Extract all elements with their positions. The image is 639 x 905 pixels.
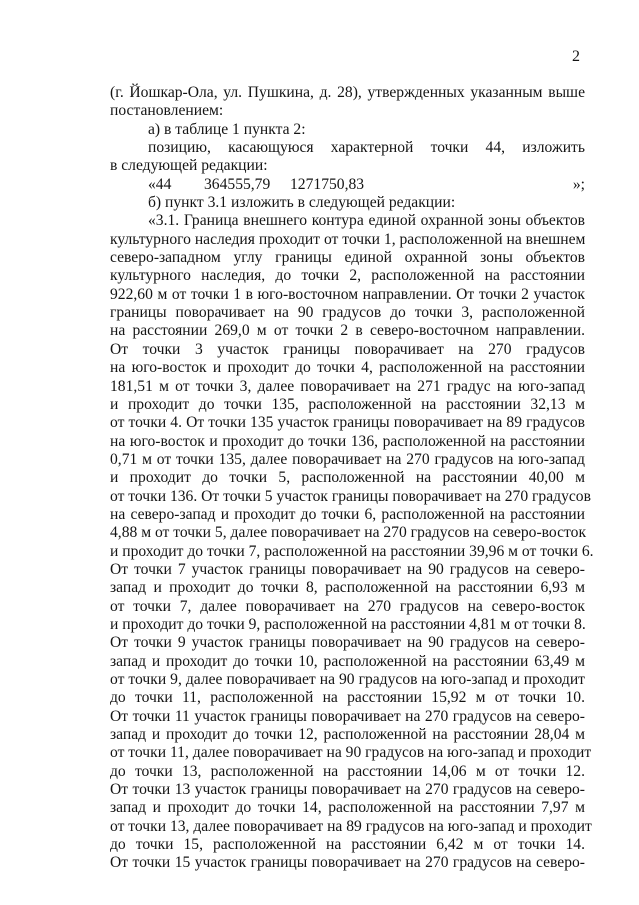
- clause-line: до точки 15, расположенной на расстоянии 6,42 м от точки 14.: [110, 836, 585, 854]
- page-number: 2: [572, 48, 580, 65]
- coord-point: «44: [148, 175, 172, 193]
- clause-line: От точки 3 участок границы поворачивает на 270 градусов: [110, 340, 585, 358]
- clause-line: От точки 9 участок границы поворачивает на 90 градусов на северо-: [110, 634, 585, 652]
- clause-line: От точки 7 участок границы поворачивает на 90 градусов на северо-: [110, 560, 585, 578]
- clause-line: границы поворачивает на 90 градусов до точки 3, расположенной: [110, 304, 585, 322]
- clause-line: и проходит до точки 5, расположенной на расстоянии 40,00 м: [110, 469, 585, 487]
- clause-line: северо-западном углу границы единой охранной зоны объектов: [110, 249, 585, 267]
- clause-line: запад и проходит до точки 14, расположенной на расстоянии 7,97 м: [110, 799, 585, 817]
- clause-line: культурного наследия, до точки 2, расположенной на расстоянии: [110, 267, 585, 285]
- clause-line: и проходит до точки 7, расположенной на расстоянии 39,96 м от точки 6.: [110, 542, 594, 560]
- clause-line: на юго-восток и проходит до точки 136, расположенной на расстоянии: [110, 432, 585, 450]
- clause-line: От точки 11 участок границы поворачивает на 270 градусов на северо-: [110, 707, 585, 725]
- clause-line: 4,88 м от точки 5, далее поворачивает на 270 градусов на северо-восток: [110, 524, 587, 542]
- clause-line: от точки 11, далее поворачивает на 90 градусов на юго-запад и проходит: [110, 744, 592, 762]
- clause-line: 922,60 м от точки 1 в юго-восточном направлении. От точки 2 участок: [110, 285, 585, 303]
- clause-line: от точки 9, далее поворачивает на 90 градусов на юго-запад и проходит: [110, 671, 585, 688]
- coord-end: »;: [572, 175, 585, 193]
- clause-line: на юго-восток и проходит до точки 4, расположенной на расстоянии: [110, 359, 585, 377]
- clause-line: от точки 136. От точки 5 участок границы поворачивает на 270 градусов: [110, 487, 591, 505]
- clause-3-1: [110, 212, 594, 872]
- clause-line: запад и проходит до точки 10, расположенной на расстоянии 63,49 м: [110, 652, 585, 670]
- clause-line: до точки 13, расположенной на расстоянии 14,06 м от точки 12.: [110, 762, 585, 780]
- clause-line: и проходит до точки 135, расположенной на расстоянии 32,13 м: [110, 395, 585, 413]
- clause-line: культурного наследия проходит от точки 1, расположенной на внешнем: [110, 230, 586, 248]
- clause-line: до точки 11, расположенной на расстоянии 15,92 м от точки 10.: [110, 689, 585, 707]
- clause-line: на расстоянии 269,0 м от точки 2 в северо-восточном направлении.: [110, 322, 585, 340]
- clause-line: запад и проходит до точки 8, расположенной на расстоянии 6,93 м: [110, 579, 585, 597]
- clause-line: от точки 4. От точки 135 участок границы поворачивает на 89 градусов: [110, 414, 585, 432]
- clause-line: от точки 7, далее поворачивает на 270 градусов на северо-восток: [110, 597, 585, 615]
- clause-line: запад и проходит до точки 12, расположенной на расстоянии 28,04 м: [110, 726, 585, 744]
- text-line: (г. Йошкар-Ола, ул. Пушкина, д. 28), утвержденных указанным выше: [110, 84, 585, 101]
- item-b: б) пункт 3.1 изложить в следующей редакции:: [148, 194, 456, 212]
- clause-line: 0,71 м от точки 135, далее поворачивает на 270 градусов на юго-запад: [110, 450, 585, 468]
- coord-y: 1271750,83: [290, 175, 365, 193]
- coordinate-row: [110, 176, 585, 194]
- item-a: а) в таблице 1 пункта 2:: [148, 120, 306, 138]
- clause-line: «3.1. Граница внешнего контура единой охранной зоны объектов: [148, 212, 585, 230]
- clause-line: От точки 15 участок границы поворачивает на 270 градусов на северо-: [110, 854, 585, 872]
- text-line: в следующей редакции:: [110, 157, 268, 175]
- coord-x: 364555,79: [204, 175, 271, 193]
- clause-line: От точки 13 участок границы поворачивает на 270 градусов на северо-: [110, 781, 585, 799]
- clause-line: от точки 13, далее поворачивает на 89 градусов на юго-запад и проходит: [110, 817, 592, 835]
- clause-line: 181,51 м от точки 3, далее поворачивает на 271 градус на юго-запад: [110, 377, 585, 395]
- clause-line: и проходит до точки 9, расположенной на расстоянии 4,81 м от точки 8.: [110, 615, 586, 633]
- document-body: [110, 84, 594, 873]
- clause-line: на северо-запад и проходит до точки 6, расположенной на расстоянии: [110, 505, 585, 523]
- text-line: позицию, касающуюся характерной точки 44, изложить: [148, 139, 585, 157]
- text-line: постановлением:: [110, 102, 224, 120]
